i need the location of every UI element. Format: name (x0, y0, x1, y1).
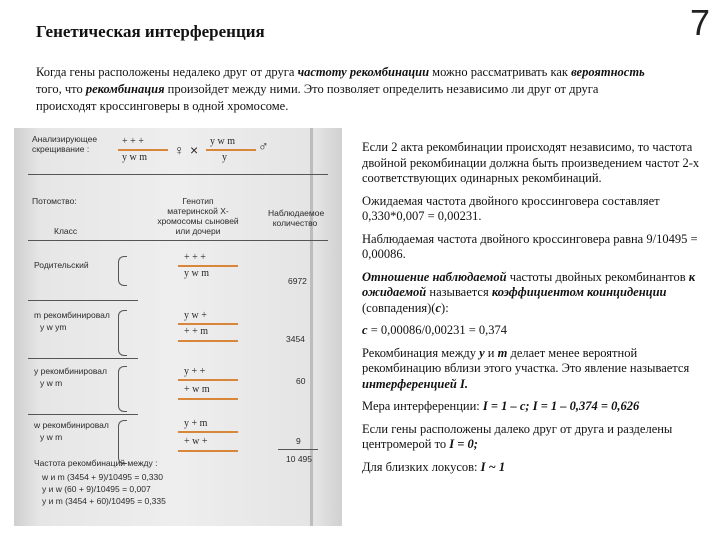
row-sub: y w m (40, 378, 63, 388)
brace (118, 366, 127, 412)
explanation-column (362, 140, 707, 482)
divider (28, 174, 328, 175)
paragraph-c-value: с = 0,00086/0,00231 = 0,374 (362, 323, 508, 337)
row-bottom: + + m (184, 326, 209, 337)
chromosome-line (178, 340, 238, 342)
row-sub: y w ym (40, 322, 67, 332)
male-symbol: ♂ (258, 138, 269, 154)
genotype-header: Генотип материнской Х-хромосомы сыновей или дочери (157, 196, 239, 236)
row-count: 60 (296, 376, 306, 386)
total-count: 10 495 (286, 454, 312, 464)
row-label: w рекомбинировал (34, 420, 109, 430)
class-header: Класс (54, 226, 78, 236)
intro-paragraph: Когда гены расположены недалеко друг от друга частоту рекомбинации можно рассматривать как вероятность того, что рекомбинация произойдет между ними. Это позволяет определить независимо ли друг от друга происходят кроссинговеры в одной хромосоме. (36, 65, 645, 113)
female-bottom: y w m (122, 152, 147, 163)
chromosome-line (178, 431, 238, 433)
chromosome-line (178, 323, 238, 325)
row-top: y + m (184, 418, 208, 429)
page-title: Генетическая интерференция (36, 22, 265, 41)
chromosome-line (178, 398, 238, 400)
row-top: y + + (184, 366, 206, 377)
row-top: y w + (184, 310, 207, 321)
freq-line: y и w (60 + 9)/10495 = 0,007 (42, 484, 151, 494)
page-fold (310, 128, 313, 526)
male-bottom: y (222, 152, 227, 163)
row-label: y рекомбинировал (34, 366, 107, 376)
row-bottom: + w + (184, 436, 208, 447)
freq-title: Частота рекомбинаций между : (34, 458, 158, 468)
brace (118, 310, 127, 356)
female-top: + + + (122, 136, 144, 147)
divider (28, 300, 138, 301)
chromosome-line (206, 149, 256, 151)
row-label: m рекомбинировал (34, 310, 110, 320)
paragraph-measure: Мера интерференции: I = 1 – c; I = 1 – 0,374 = 0,626 (362, 399, 640, 413)
cross-symbol: × (190, 142, 199, 158)
freq-line: w и m (3454 + 9)/10495 = 0,330 (42, 472, 163, 482)
scanned-cross-table (14, 128, 342, 526)
slide-number: 7 (689, 2, 710, 43)
paragraph-expected: Ожидаемая частота двойного кроссинговера составляет 0,330*0,007 = 0,00231. (362, 193, 660, 223)
progeny-label: Потомство: (32, 196, 77, 206)
paragraph-observed: Наблюдаемая частота двойного кроссинговера равна 9/10495 = 0,00086. (362, 231, 698, 261)
row-bottom: + w m (184, 384, 210, 395)
female-symbol: ♀ (174, 142, 185, 158)
chromosome-line (118, 149, 168, 151)
paragraph-close-loci: Для близких локусов: I ~ 1 (362, 459, 506, 474)
chromosome-line (178, 265, 238, 267)
chromosome-line (178, 450, 238, 452)
count-header: Наблюдаемое количество (268, 208, 325, 228)
divider (28, 414, 138, 415)
row-label: Родительский (34, 260, 89, 270)
paragraph-independence: Если 2 акта рекомбинации происходят независимо, то частота двойной рекомбинации должна быть произведением частот 2-х соответствующих одинарных рекомбинаций. (362, 140, 700, 185)
paragraph-far-genes: Если гены расположены далеко друг от друга и разделены центромерой то I = 0; (362, 421, 673, 451)
brace (118, 256, 127, 286)
male-top: y w m (210, 136, 235, 147)
row-sub: y w m (40, 432, 63, 442)
row-count: 3454 (286, 334, 305, 344)
divider (28, 240, 328, 241)
cross-label: Анализирующее скрещивание : (32, 134, 98, 154)
paragraph-coefficient: Отношение наблюдаемой частоты двойных рекомбинантов к ожидаемой называется коэффициентом коинциденции (совпадения)(c): (362, 269, 696, 315)
divider (28, 358, 138, 359)
sum-line (278, 449, 318, 450)
row-top: + + + (184, 252, 206, 263)
chromosome-line (178, 379, 238, 381)
freq-line: y и m (3454 + 60)/10495 = 0,335 (42, 496, 166, 506)
paragraph-interference: Рекомбинация между y и m делает менее вероятной рекомбинацию вблизи этого участка. Это явление называется интерференцией I. (362, 345, 690, 391)
row-count: 9 (296, 436, 301, 446)
row-bottom: y w m (184, 268, 209, 279)
row-count: 6972 (288, 276, 307, 286)
